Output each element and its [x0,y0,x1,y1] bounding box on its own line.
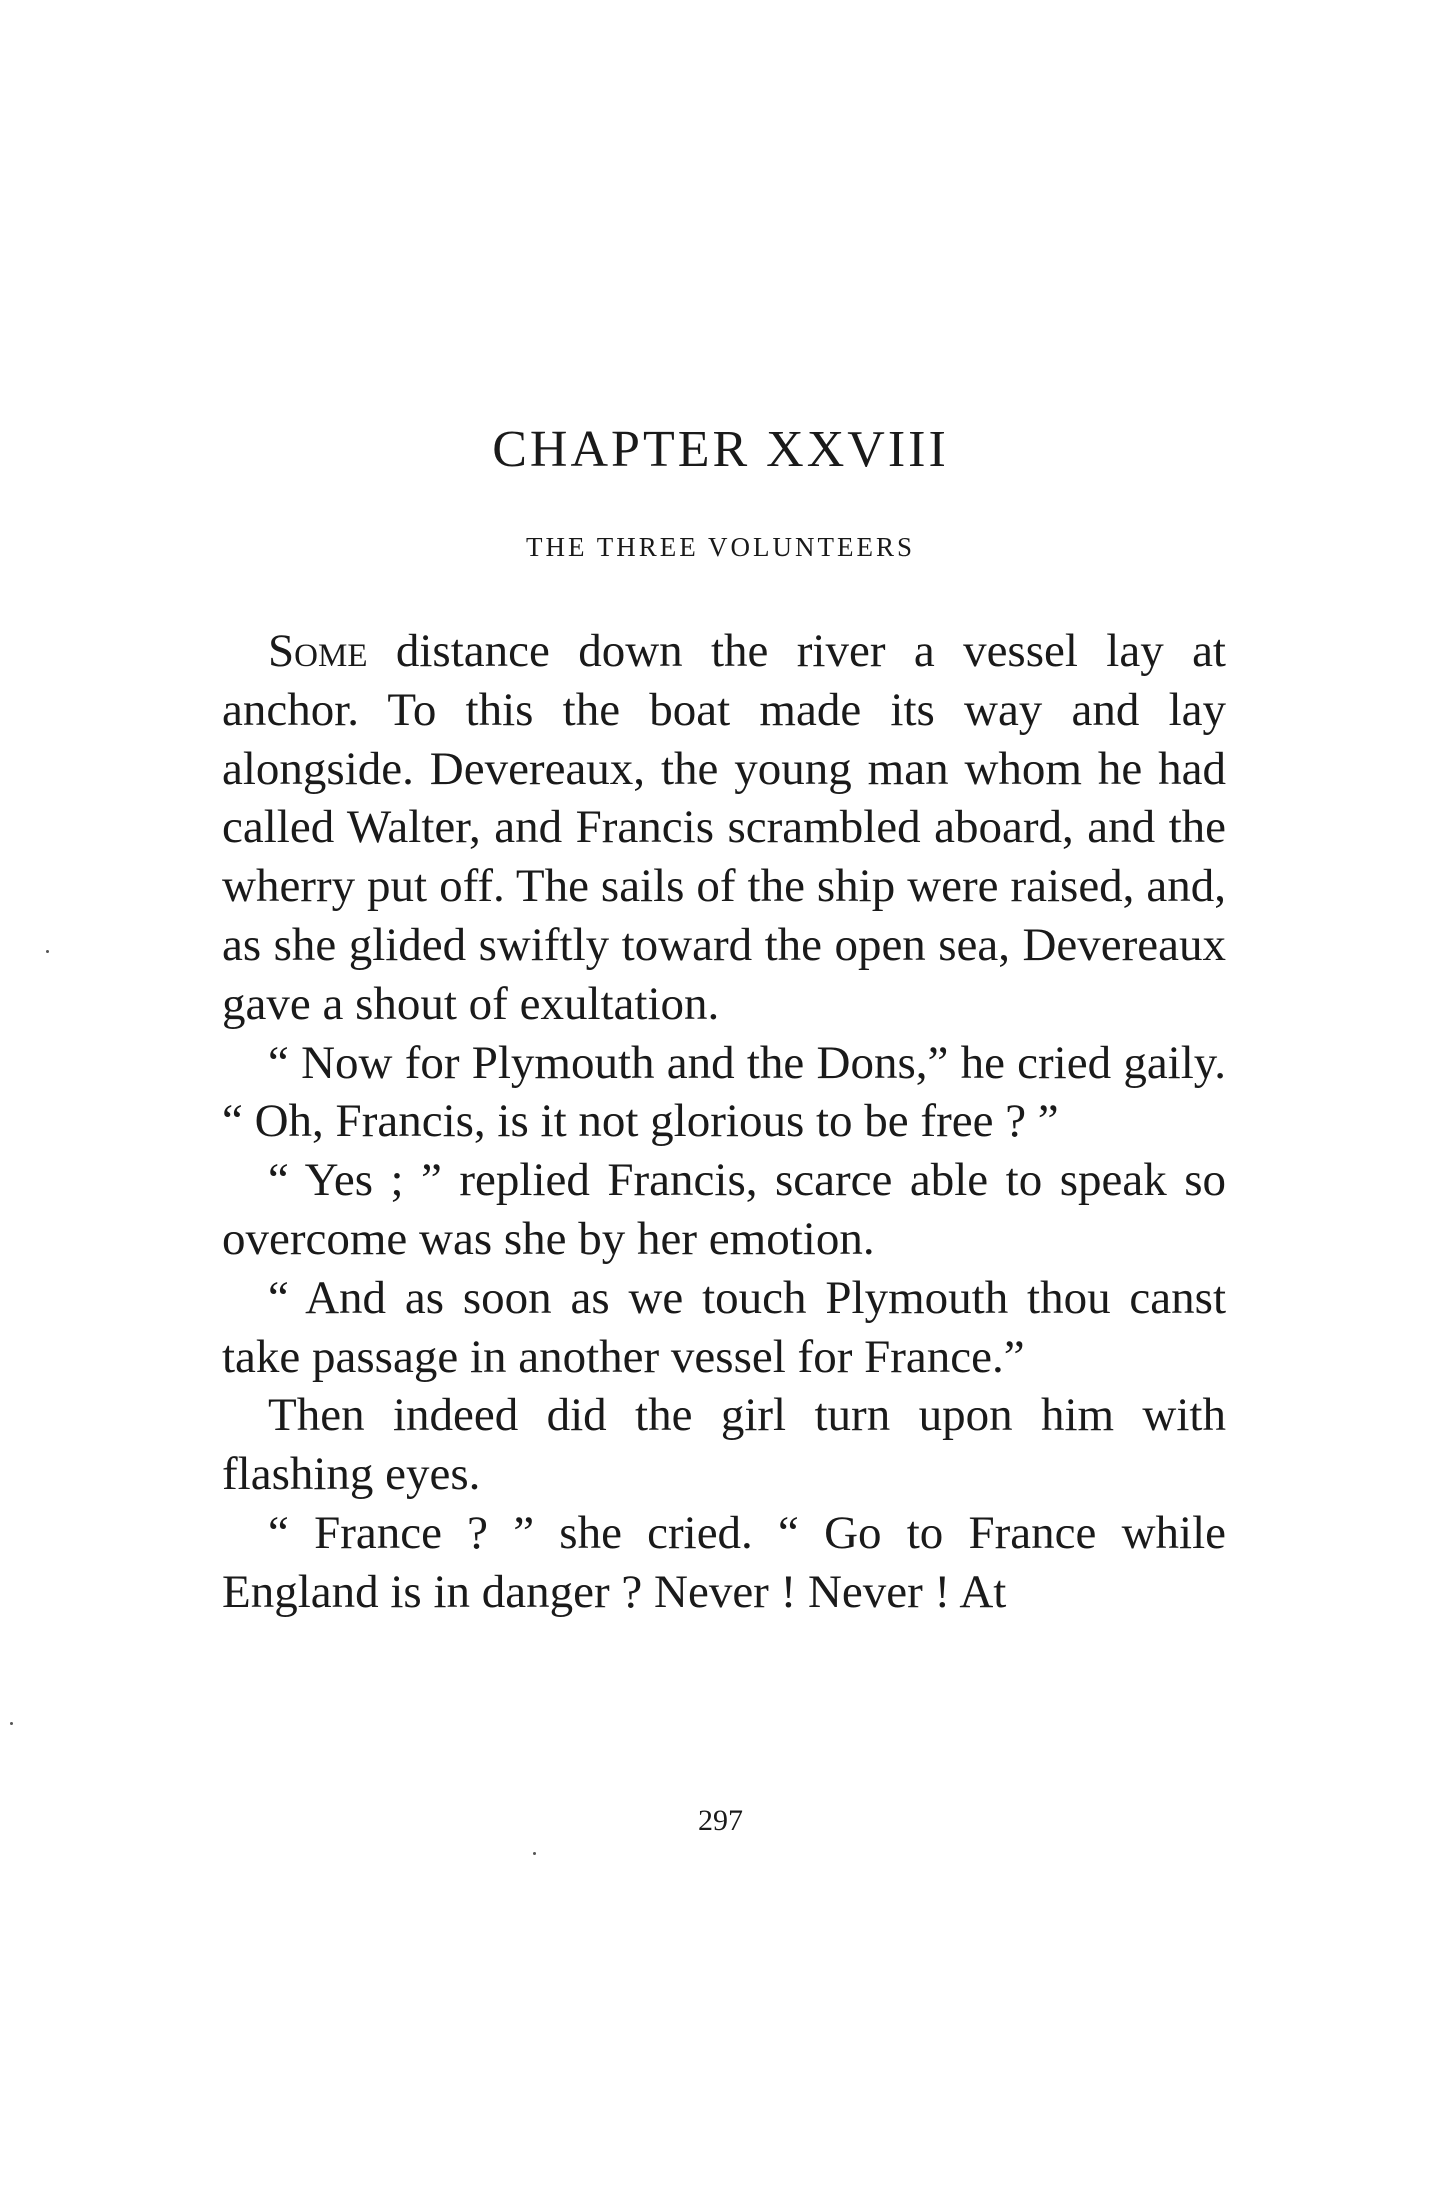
paragraph: Then indeed did the girl turn upon him with flashing eyes. [222,1389,1226,1501]
page-number: 297 [698,1804,743,1837]
body-text [222,622,1226,1622]
print-speck [46,950,49,953]
paragraph: “ Yes ; ” replied Francis, scarce able to speak so overcome was she by her emotion. [222,1154,1226,1265]
chapter-heading: CHAPTER XXVIII [492,421,949,478]
print-speck [10,1722,13,1725]
paragraph: “ France ? ” she cried. “ Go to France while England is in danger ? Never ! Never ! At [222,1506,1226,1618]
paragraph-text: distance down the river a vessel lay at anchor. To this the boat made its way and lay alongside. Devereaux, the young man whom he had called Walter, and Francis scrambled aboard, and the wherry put off. The sails of the ship were raised, and, as she glided swiftly toward the open sea, Devereaux gave a shout of exultation. [222,625,1226,1030]
paragraph: “ Now for Plymouth and the Dons,” he cried gaily. “ Oh, Francis, is it not glorious to be free ? ” [222,1036,1226,1148]
chapter-subtitle: THE THREE VOLUNTEERS [526,532,915,562]
drop-lead-word: Some [268,625,368,677]
print-speck [533,1852,536,1855]
paragraph [222,622,1226,1034]
paragraph: “ And as soon as we touch Plymouth thou canst take passage in another vessel for France.” [222,1271,1226,1383]
